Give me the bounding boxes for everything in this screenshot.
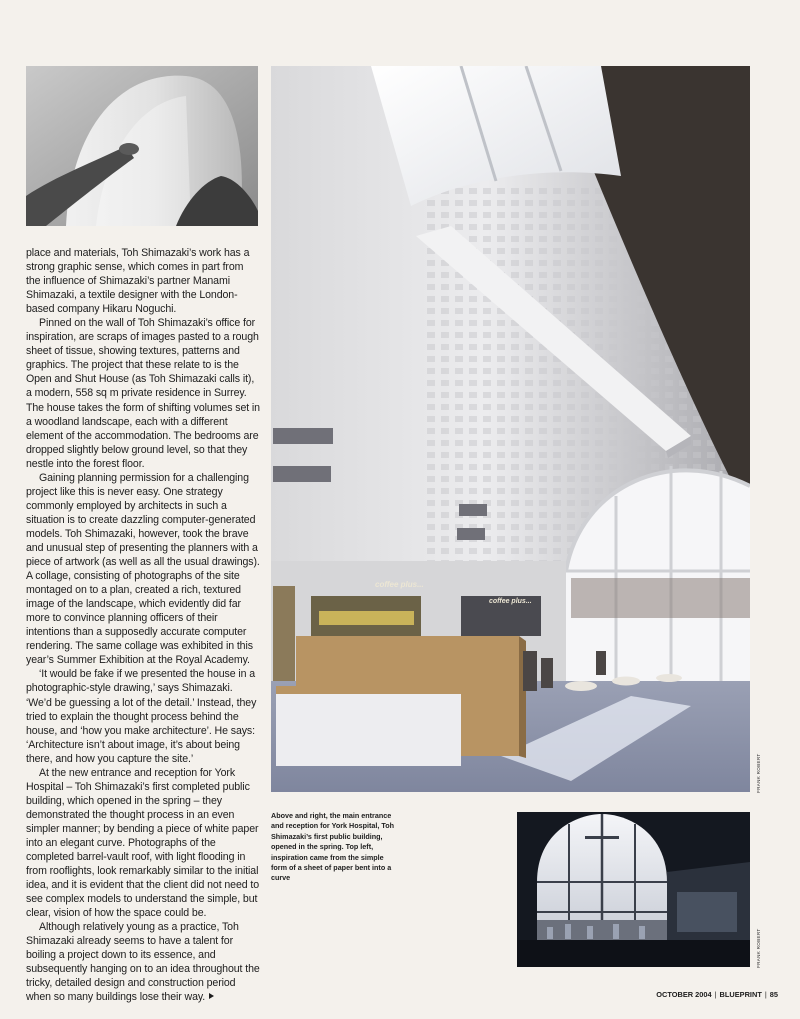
article-paragraph-text: Although relatively young as a practice, Toh Shimazaki already seems to have a talent for boiling a project down to its essence, and subsequently hanging on to an idea throughout the tricky, detailed design and construction period when so many buildings lose their way. <box>26 921 260 1004</box>
cafe-sign: coffee plus... <box>375 580 424 589</box>
reception-hall-photo <box>271 66 750 792</box>
cafe-sign-2: coffee plus... <box>489 598 532 605</box>
reception-hall-illustration <box>271 66 750 792</box>
article-paragraph: ‘It would be fake if we presented the house in a photographic-style drawing,’ says Shimazaki. ‘We’d be guessing a lot of the detail.’ Instead, they tried to explain the thought process behind the house, and ‘how you make architecture’. He says: ‘Architecture isn’t about image, it’s about being there, and how you capture the site.’ <box>26 668 257 765</box>
publication-name: BLUEPRINT <box>719 990 762 999</box>
article-paragraph: Pinned on the wall of Toh Shimazaki’s office for inspiration, are scraps of images pasted to a rough sheet of tissue, showing textures, patterns and graphics. The project that these relate to is the Open and Shut House (as Toh Shimazaki calls it), a modern, 558 sq m private residence in Surrey. The house takes the form of shifting volumes set in a woodland landscape, each with a different element of the accommodation. The bedrooms are dropped slightly below ground level, so that they nestle into the forest floor. <box>26 317 260 470</box>
page-footer <box>632 990 778 999</box>
footer-separator: | <box>714 990 717 999</box>
photo-caption: Above and right, the main entrance and reception for York Hospital, Toh Shimazaki’s first public building, opened in the spring. Top left, inspiration came from the simple form of a sheet of paper bent into a curve <box>271 811 394 883</box>
issue-date: OCTOBER 2004 <box>656 990 712 999</box>
arched-window-photo <box>517 812 750 967</box>
article-paragraph: Gaining planning permission for a challenging project like this is never easy. One strategy commonly employed by architects in such a situation is to create dazzling computer-generated models. Toh Shimazaki, however, took the brave and unusual step of presenting the planners with a piece of artwork (as well as all the usual drawings). A collage, consisting of photographs of the site montaged on to a plan, created a rich, textured image of the landscape, which evidently did far more to convince planning officers of their intentions than a supposedly accurate computer rendering. The same collage was exhibited in this year’s Summer Exhibition at the Royal Academy. <box>26 471 260 667</box>
footer-separator: | <box>764 990 767 999</box>
photo-credit-main: FRANK ROBERT <box>756 753 761 793</box>
end-of-article-arrow-icon <box>209 993 214 999</box>
paper-curve-illustration <box>26 66 258 226</box>
article-body <box>26 246 260 1005</box>
page-number: 85 <box>769 990 778 999</box>
photo-credit-small: FRANK ROBERT <box>756 928 761 968</box>
paper-curve-photo <box>26 66 258 226</box>
arched-window-illustration <box>517 812 750 967</box>
article-paragraph: place and materials, Toh Shimazaki’s work has a strong graphic sense, which comes in part from the influence of Shimazaki’s partner Manami Shimazaki, a textile designer with the London-based company Hikaru Noguchi. <box>26 247 250 316</box>
article-paragraph: At the new entrance and reception for York Hospital – Toh Shimazaki’s first completed public building, which opened in the spring – they demonstrated the thought process in an even simpler manner; by bending a piece of white paper into an elegant curve. Photographs of the completed barrel-vault roof, with light flooding in from rooflights, look remarkably similar to the initial idea, and it is evident that the client did not need to see complex models to understand the simple, but clear, vision of how the space could be. <box>26 766 260 920</box>
article-paragraph-last <box>26 920 260 1004</box>
